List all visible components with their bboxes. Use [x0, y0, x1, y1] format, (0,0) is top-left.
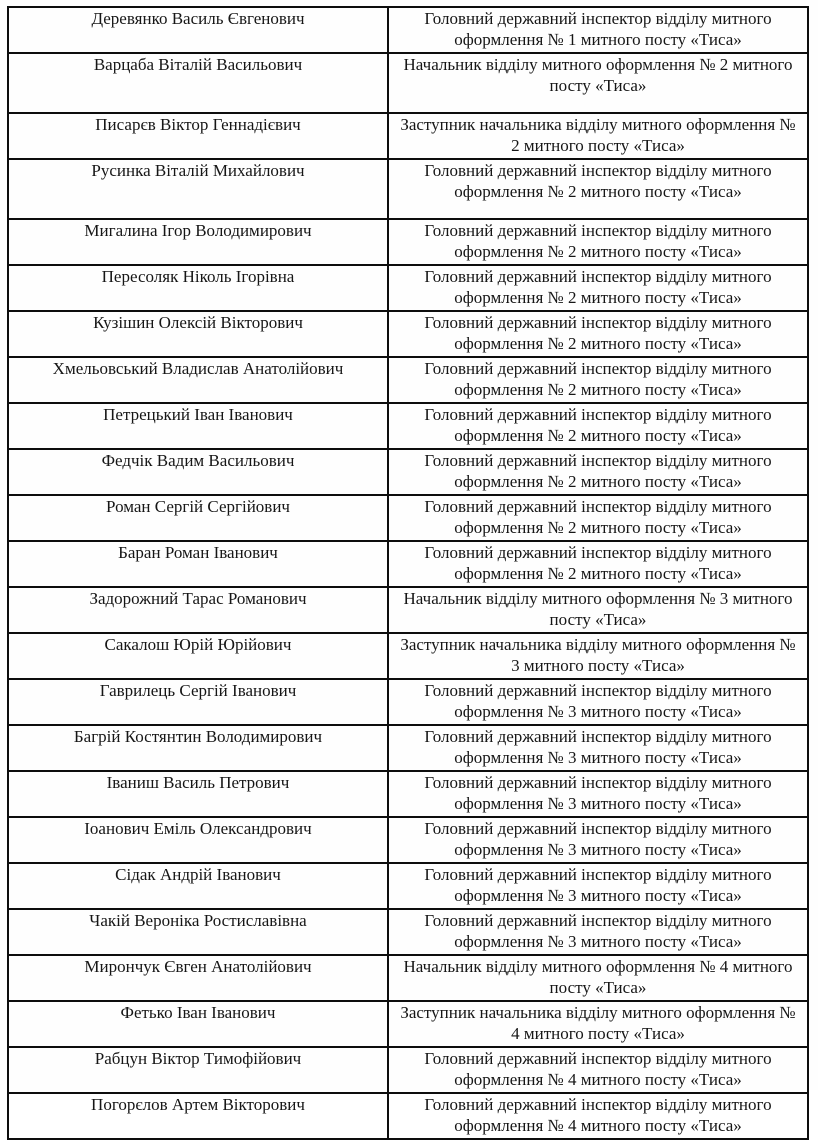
position-cell: Головний державний інспектор відділу митного оформлення № 4 митного посту «Тиса» [388, 1047, 808, 1093]
position-cell: Головний державний інспектор відділу митного оформлення № 3 митного посту «Тиса» [388, 679, 808, 725]
name-cell: Федчік Вадим Васильович [8, 449, 388, 495]
name-cell: Сакалош Юрій Юрійович [8, 633, 388, 679]
position-cell: Головний державний інспектор відділу митного оформлення № 1 митного посту «Тиса» [388, 7, 808, 53]
table-row [8, 541, 808, 587]
table-row [8, 357, 808, 403]
position-cell: Головний державний інспектор відділу митного оформлення № 2 митного посту «Тиса» [388, 541, 808, 587]
position-cell: Начальник відділу митного оформлення № 4 митного посту «Тиса» [388, 955, 808, 1001]
table-row [8, 449, 808, 495]
table-row [8, 679, 808, 725]
position-cell: Заступник начальника відділу митного оформлення № 3 митного посту «Тиса» [388, 633, 808, 679]
name-cell: Петрецький Іван Іванович [8, 403, 388, 449]
table-row [8, 403, 808, 449]
table-row [8, 219, 808, 265]
name-cell: Іоанович Еміль Олександрович [8, 817, 388, 863]
table-row [8, 311, 808, 357]
personnel-table [7, 6, 809, 1140]
name-cell: Русинка Віталій Михайлович [8, 159, 388, 219]
roster-body [8, 7, 808, 1139]
table-row [8, 7, 808, 53]
table-row [8, 495, 808, 541]
position-cell: Головний державний інспектор відділу митного оформлення № 2 митного посту «Тиса» [388, 495, 808, 541]
name-cell: Рабцун Віктор Тимофійович [8, 1047, 388, 1093]
position-cell: Головний державний інспектор відділу митного оформлення № 2 митного посту «Тиса» [388, 357, 808, 403]
table-row [8, 53, 808, 113]
name-cell: Задорожний Тарас Романович [8, 587, 388, 633]
table-row [8, 159, 808, 219]
name-cell: Деревянко Василь Євгенович [8, 7, 388, 53]
name-cell: Погорєлов Артем Вікторович [8, 1093, 388, 1139]
position-cell: Головний державний інспектор відділу митного оформлення № 3 митного посту «Тиса» [388, 817, 808, 863]
position-cell: Головний державний інспектор відділу митного оформлення № 2 митного посту «Тиса» [388, 449, 808, 495]
name-cell: Баран Роман Іванович [8, 541, 388, 587]
position-cell: Головний державний інспектор відділу митного оформлення № 3 митного посту «Тиса» [388, 771, 808, 817]
table-row [8, 587, 808, 633]
table-row [8, 955, 808, 1001]
table-row [8, 113, 808, 159]
name-cell: Чакій Вероніка Ростиславівна [8, 909, 388, 955]
position-cell: Головний державний інспектор відділу митного оформлення № 3 митного посту «Тиса» [388, 725, 808, 771]
position-cell: Начальник відділу митного оформлення № 2 митного посту «Тиса» [388, 53, 808, 113]
table-row [8, 771, 808, 817]
name-cell: Мирончук Євген Анатолійович [8, 955, 388, 1001]
position-cell: Начальник відділу митного оформлення № 3 митного посту «Тиса» [388, 587, 808, 633]
table-row [8, 633, 808, 679]
name-cell: Роман Сергій Сергійович [8, 495, 388, 541]
name-cell: Хмельовський Владислав Анатолійович [8, 357, 388, 403]
position-cell: Головний державний інспектор відділу митного оформлення № 2 митного посту «Тиса» [388, 311, 808, 357]
position-cell: Головний державний інспектор відділу митного оформлення № 2 митного посту «Тиса» [388, 265, 808, 311]
name-cell: Пересоляк Ніколь Ігорівна [8, 265, 388, 311]
name-cell: Іваниш Василь Петрович [8, 771, 388, 817]
name-cell: Гаврилець Сергій Іванович [8, 679, 388, 725]
name-cell: Сідак Андрій Іванович [8, 863, 388, 909]
table-row [8, 1093, 808, 1139]
table-row [8, 863, 808, 909]
position-cell: Головний державний інспектор відділу митного оформлення № 4 митного посту «Тиса» [388, 1093, 808, 1139]
name-cell: Писарєв Віктор Геннадієвич [8, 113, 388, 159]
table-row [8, 265, 808, 311]
position-cell: Головний державний інспектор відділу митного оформлення № 2 митного посту «Тиса» [388, 219, 808, 265]
position-cell: Головний державний інспектор відділу митного оформлення № 2 митного посту «Тиса» [388, 159, 808, 219]
table-row [8, 817, 808, 863]
position-cell: Головний державний інспектор відділу митного оформлення № 3 митного посту «Тиса» [388, 863, 808, 909]
position-cell: Головний державний інспектор відділу митного оформлення № 2 митного посту «Тиса» [388, 403, 808, 449]
position-cell: Заступник начальника відділу митного оформлення № 2 митного посту «Тиса» [388, 113, 808, 159]
name-cell: Фетько Іван Іванович [8, 1001, 388, 1047]
name-cell: Багрій Костянтин Володимирович [8, 725, 388, 771]
name-cell: Кузішин Олексій Вікторович [8, 311, 388, 357]
table-row [8, 1047, 808, 1093]
position-cell: Головний державний інспектор відділу митного оформлення № 3 митного посту «Тиса» [388, 909, 808, 955]
name-cell: Мигалина Ігор Володимирович [8, 219, 388, 265]
table-row [8, 1001, 808, 1047]
position-cell: Заступник начальника відділу митного оформлення № 4 митного посту «Тиса» [388, 1001, 808, 1047]
name-cell: Варцаба Віталій Васильович [8, 53, 388, 113]
table-row [8, 725, 808, 771]
table-row [8, 909, 808, 955]
